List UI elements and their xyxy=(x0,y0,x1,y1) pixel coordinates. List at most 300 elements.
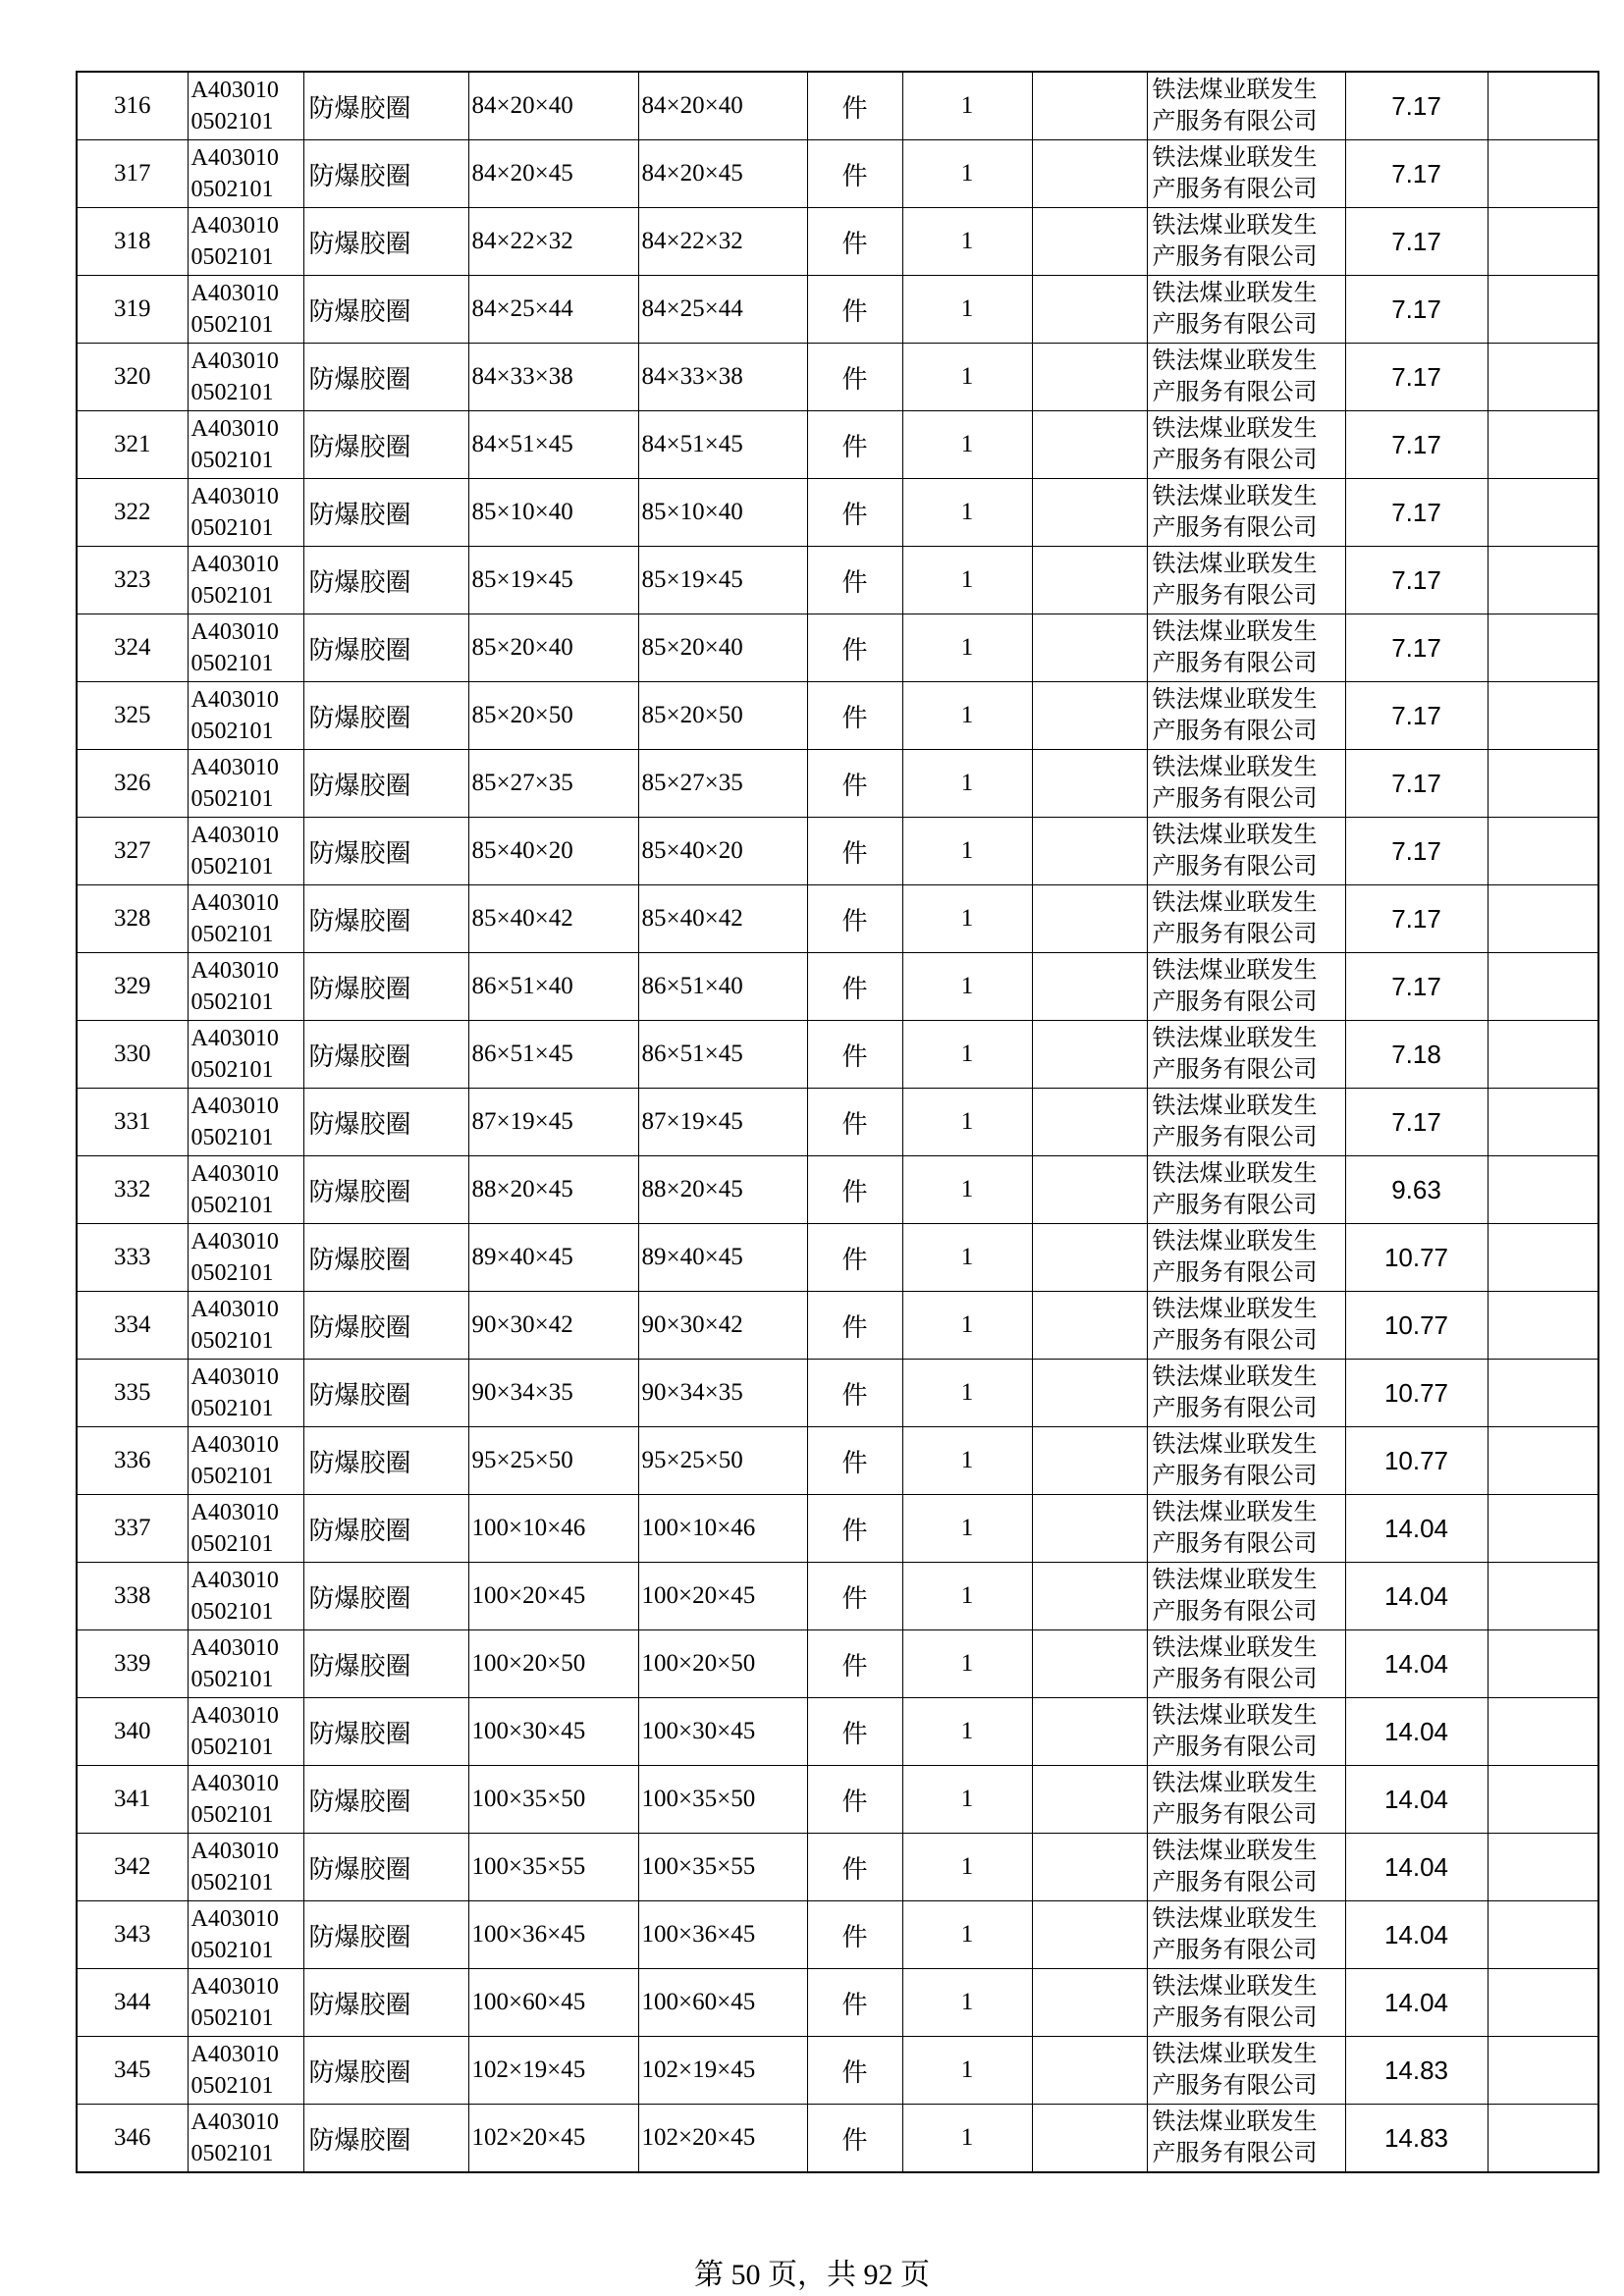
row-number-cell: 343 xyxy=(77,1901,188,1969)
quantity-cell: 1 xyxy=(902,885,1032,953)
material-code-cell xyxy=(188,1969,303,2037)
supplier-cell xyxy=(1147,547,1345,614)
supplier-cell xyxy=(1147,276,1345,344)
supplier-cell-line: 产服务有限公司 xyxy=(1152,1056,1318,1083)
model-cell: 102×20×45 xyxy=(638,2105,807,2173)
price-cell: 7.17 xyxy=(1345,885,1488,953)
material-code-cell-line: 0502101 xyxy=(190,1328,274,1354)
price-cell: 10.77 xyxy=(1345,1224,1488,1292)
material-code-cell-line: A403010 xyxy=(190,1161,279,1187)
material-code-cell-line: A403010 xyxy=(190,213,279,239)
supplier-cell-line: 铁法煤业联发生 xyxy=(1152,1770,1318,1796)
remark-cell xyxy=(1488,1834,1598,1901)
supplier-cell xyxy=(1147,1495,1345,1563)
table-row xyxy=(77,818,1598,885)
unit-cell: 件 xyxy=(807,750,902,818)
row-number-cell: 339 xyxy=(77,1630,188,1698)
material-code-cell xyxy=(188,1766,303,1834)
material-code-cell-line: A403010 xyxy=(190,2109,279,2135)
material-code-cell-line: A403010 xyxy=(190,416,279,442)
material-code-cell xyxy=(188,682,303,750)
model-cell: 85×20×40 xyxy=(638,614,807,682)
item-name-cell: 防爆胶圈 xyxy=(303,411,468,479)
row-number-cell: 344 xyxy=(77,1969,188,2037)
supplier-cell-line: 铁法煤业联发生 xyxy=(1152,1499,1318,1525)
spec-cell: 85×40×20 xyxy=(468,818,638,885)
row-number-cell: 317 xyxy=(77,140,188,208)
model-cell: 85×40×20 xyxy=(638,818,807,885)
material-code-cell xyxy=(188,1563,303,1630)
empty-cell xyxy=(1032,1156,1147,1224)
item-name-cell: 防爆胶圈 xyxy=(303,614,468,682)
model-cell: 85×27×35 xyxy=(638,750,807,818)
supplier-cell-line: 产服务有限公司 xyxy=(1152,311,1318,338)
quantity-cell: 1 xyxy=(902,1021,1032,1089)
material-code-cell xyxy=(188,614,303,682)
material-code-cell-line: A403010 xyxy=(190,145,279,171)
spec-cell: 84×33×38 xyxy=(468,344,638,411)
supplier-cell xyxy=(1147,1021,1345,1089)
row-number-cell: 346 xyxy=(77,2105,188,2173)
supplier-cell-line: 产服务有限公司 xyxy=(1152,1869,1318,1896)
material-code-cell-line: 0502101 xyxy=(190,380,274,405)
spec-cell: 85×20×50 xyxy=(468,682,638,750)
spec-cell: 84×22×32 xyxy=(468,208,638,276)
quantity-cell: 1 xyxy=(902,953,1032,1021)
supplier-cell-line: 铁法煤业联发生 xyxy=(1152,212,1318,239)
price-cell: 14.04 xyxy=(1345,1495,1488,1563)
row-number-cell: 328 xyxy=(77,885,188,953)
material-code-cell-line: A403010 xyxy=(190,1974,279,2000)
price-cell: 14.04 xyxy=(1345,1766,1488,1834)
quantity-cell: 1 xyxy=(902,1224,1032,1292)
model-cell: 87×19×45 xyxy=(638,1089,807,1156)
price-cell: 14.83 xyxy=(1345,2105,1488,2173)
empty-cell xyxy=(1032,479,1147,547)
supplier-cell-line: 铁法煤业联发生 xyxy=(1152,144,1318,171)
spec-cell: 100×20×50 xyxy=(468,1630,638,1698)
remark-cell xyxy=(1488,1630,1598,1698)
material-code-cell-line: A403010 xyxy=(190,552,279,577)
material-code-cell-line: 0502101 xyxy=(190,109,274,134)
supplier-cell-line: 产服务有限公司 xyxy=(1152,1124,1318,1150)
material-code-cell-line: A403010 xyxy=(190,1364,279,1390)
quantity-cell: 1 xyxy=(902,1698,1032,1766)
spec-cell: 85×20×40 xyxy=(468,614,638,682)
unit-cell: 件 xyxy=(807,1563,902,1630)
material-code-cell-line: A403010 xyxy=(190,1703,279,1729)
remark-cell xyxy=(1488,1698,1598,1766)
material-code-cell xyxy=(188,1292,303,1360)
model-cell: 100×10×46 xyxy=(638,1495,807,1563)
model-cell: 84×22×32 xyxy=(638,208,807,276)
row-number-cell: 340 xyxy=(77,1698,188,1766)
price-cell: 14.04 xyxy=(1345,1563,1488,1630)
remark-cell xyxy=(1488,818,1598,885)
supplier-cell-line: 铁法煤业联发生 xyxy=(1152,889,1318,916)
unit-cell: 件 xyxy=(807,1360,902,1427)
price-cell: 7.17 xyxy=(1345,479,1488,547)
table-row xyxy=(77,140,1598,208)
quantity-cell: 1 xyxy=(902,1834,1032,1901)
item-name-cell: 防爆胶圈 xyxy=(303,1089,468,1156)
material-code-cell-line: 0502101 xyxy=(190,312,274,338)
material-code-cell-line: 0502101 xyxy=(190,854,274,880)
supplier-cell-line: 铁法煤业联发生 xyxy=(1152,1634,1318,1661)
supplier-cell-line: 产服务有限公司 xyxy=(1152,1327,1318,1354)
model-cell: 100×35×55 xyxy=(638,1834,807,1901)
material-code-cell-line: 0502101 xyxy=(190,1057,274,1083)
table-row xyxy=(77,547,1598,614)
supplier-cell-line: 产服务有限公司 xyxy=(1152,1530,1318,1557)
model-cell: 85×40×42 xyxy=(638,885,807,953)
table-row xyxy=(77,1292,1598,1360)
unit-cell: 件 xyxy=(807,1834,902,1901)
table-row xyxy=(77,208,1598,276)
supplier-cell xyxy=(1147,750,1345,818)
row-number-cell: 325 xyxy=(77,682,188,750)
table-row xyxy=(77,1563,1598,1630)
empty-cell xyxy=(1032,818,1147,885)
material-code-cell-line: 0502101 xyxy=(190,989,274,1015)
supplier-cell-line: 产服务有限公司 xyxy=(1152,514,1318,541)
supplier-cell-line: 铁法煤业联发生 xyxy=(1152,1093,1318,1119)
empty-cell xyxy=(1032,140,1147,208)
material-code-cell-line: A403010 xyxy=(190,687,279,713)
spec-cell: 100×35×50 xyxy=(468,1766,638,1834)
table-row xyxy=(77,1630,1598,1698)
supplier-cell-line: 铁法煤业联发生 xyxy=(1152,1363,1318,1390)
table-row xyxy=(77,1224,1598,1292)
material-code-cell-line: 0502101 xyxy=(190,1938,274,1963)
table-row xyxy=(77,885,1598,953)
remark-cell xyxy=(1488,885,1598,953)
empty-cell xyxy=(1032,953,1147,1021)
model-cell: 84×51×45 xyxy=(638,411,807,479)
quantity-cell: 1 xyxy=(902,2105,1032,2173)
spec-cell: 85×27×35 xyxy=(468,750,638,818)
quantity-cell: 1 xyxy=(902,479,1032,547)
quantity-cell: 1 xyxy=(902,1089,1032,1156)
material-code-cell-line: A403010 xyxy=(190,1500,279,1525)
row-number-cell: 316 xyxy=(77,72,188,140)
price-cell: 9.63 xyxy=(1345,1156,1488,1224)
row-number-cell: 330 xyxy=(77,1021,188,1089)
empty-cell xyxy=(1032,1292,1147,1360)
supplier-cell-line: 铁法煤业联发生 xyxy=(1152,1025,1318,1051)
remark-cell xyxy=(1488,750,1598,818)
spec-cell: 89×40×45 xyxy=(468,1224,638,1292)
model-cell: 100×60×45 xyxy=(638,1969,807,2037)
remark-cell xyxy=(1488,614,1598,682)
item-name-cell: 防爆胶圈 xyxy=(303,1156,468,1224)
spec-cell: 90×34×35 xyxy=(468,1360,638,1427)
item-name-cell: 防爆胶圈 xyxy=(303,818,468,885)
price-cell: 7.17 xyxy=(1345,276,1488,344)
supplier-cell-line: 产服务有限公司 xyxy=(1152,108,1318,134)
item-name-cell: 防爆胶圈 xyxy=(303,344,468,411)
price-cell: 7.17 xyxy=(1345,547,1488,614)
model-cell: 84×20×45 xyxy=(638,140,807,208)
supplier-cell-line: 产服务有限公司 xyxy=(1152,650,1318,676)
model-cell: 88×20×45 xyxy=(638,1156,807,1224)
material-code-cell-line: 0502101 xyxy=(190,1396,274,1421)
price-cell: 14.04 xyxy=(1345,1630,1488,1698)
spec-cell: 85×19×45 xyxy=(468,547,638,614)
spec-cell: 102×19×45 xyxy=(468,2037,638,2105)
empty-cell xyxy=(1032,750,1147,818)
material-code-cell-line: A403010 xyxy=(190,1839,279,1864)
model-cell: 86×51×45 xyxy=(638,1021,807,1089)
spec-cell: 100×35×55 xyxy=(468,1834,638,1901)
price-cell: 7.17 xyxy=(1345,953,1488,1021)
material-code-cell-line: 0502101 xyxy=(190,786,274,812)
price-cell: 14.83 xyxy=(1345,2037,1488,2105)
quantity-cell: 1 xyxy=(902,682,1032,750)
supplier-cell xyxy=(1147,1089,1345,1156)
supplier-cell-line: 产服务有限公司 xyxy=(1152,2004,1318,2031)
material-code-cell-line: 0502101 xyxy=(190,1125,274,1150)
unit-cell: 件 xyxy=(807,1156,902,1224)
unit-cell: 件 xyxy=(807,1969,902,2037)
unit-cell: 件 xyxy=(807,2037,902,2105)
empty-cell xyxy=(1032,1834,1147,1901)
page-number-footer: 第 50 页，共 92 页 xyxy=(694,2259,930,2291)
spec-cell: 90×30×42 xyxy=(468,1292,638,1360)
material-code-cell-line: 0502101 xyxy=(190,448,274,473)
quantity-cell: 1 xyxy=(902,1766,1032,1834)
unit-cell: 件 xyxy=(807,1224,902,1292)
spec-cell: 86×51×45 xyxy=(468,1021,638,1089)
table-row xyxy=(77,1834,1598,1901)
unit-cell: 件 xyxy=(807,1495,902,1563)
row-number-cell: 323 xyxy=(77,547,188,614)
table-row xyxy=(77,2037,1598,2105)
material-code-cell xyxy=(188,1224,303,1292)
row-number-cell: 326 xyxy=(77,750,188,818)
price-cell: 7.17 xyxy=(1345,72,1488,140)
remark-cell xyxy=(1488,1901,1598,1969)
supplier-cell-line: 产服务有限公司 xyxy=(1152,1801,1318,1828)
remark-cell xyxy=(1488,1156,1598,1224)
model-cell: 90×34×35 xyxy=(638,1360,807,1427)
material-code-cell xyxy=(188,2037,303,2105)
remark-cell xyxy=(1488,479,1598,547)
item-name-cell: 防爆胶圈 xyxy=(303,276,468,344)
item-name-cell: 防爆胶圈 xyxy=(303,1224,468,1292)
supplier-cell xyxy=(1147,1969,1345,2037)
table-row xyxy=(77,1360,1598,1427)
price-cell: 7.17 xyxy=(1345,344,1488,411)
item-name-cell: 防爆胶圈 xyxy=(303,1021,468,1089)
table-row xyxy=(77,1427,1598,1495)
supplier-cell-line: 铁法煤业联发生 xyxy=(1152,1296,1318,1322)
row-number-cell: 337 xyxy=(77,1495,188,1563)
material-code-cell xyxy=(188,750,303,818)
row-number-cell: 327 xyxy=(77,818,188,885)
empty-cell xyxy=(1032,1698,1147,1766)
item-name-cell: 防爆胶圈 xyxy=(303,1563,468,1630)
table-row xyxy=(77,1766,1598,1834)
material-code-cell-line: A403010 xyxy=(190,2042,279,2067)
material-code-cell xyxy=(188,276,303,344)
remark-cell xyxy=(1488,953,1598,1021)
spec-cell: 84×20×40 xyxy=(468,72,638,140)
supplier-cell-line: 铁法煤业联发生 xyxy=(1152,957,1318,984)
empty-cell xyxy=(1032,2105,1147,2173)
row-number-cell: 341 xyxy=(77,1766,188,1834)
supplier-cell xyxy=(1147,411,1345,479)
price-cell: 10.77 xyxy=(1345,1427,1488,1495)
model-cell: 100×20×50 xyxy=(638,1630,807,1698)
unit-cell: 件 xyxy=(807,1292,902,1360)
quantity-cell: 1 xyxy=(902,1427,1032,1495)
item-name-cell: 防爆胶圈 xyxy=(303,547,468,614)
model-cell: 90×30×42 xyxy=(638,1292,807,1360)
supplier-cell-line: 铁法煤业联发生 xyxy=(1152,77,1318,103)
spec-cell: 100×10×46 xyxy=(468,1495,638,1563)
material-code-cell xyxy=(188,1630,303,1698)
supplier-cell-line: 铁法煤业联发生 xyxy=(1152,1702,1318,1729)
row-number-cell: 342 xyxy=(77,1834,188,1901)
model-cell: 85×20×50 xyxy=(638,682,807,750)
spec-cell: 84×20×45 xyxy=(468,140,638,208)
material-code-cell-line: 0502101 xyxy=(190,1464,274,1489)
material-code-cell-line: 0502101 xyxy=(190,719,274,744)
unit-cell: 件 xyxy=(807,276,902,344)
supplier-cell xyxy=(1147,1360,1345,1427)
remark-cell xyxy=(1488,1495,1598,1563)
material-code-cell xyxy=(188,1156,303,1224)
supplier-cell-line: 铁法煤业联发生 xyxy=(1152,822,1318,848)
unit-cell: 件 xyxy=(807,1698,902,1766)
supplier-cell xyxy=(1147,2037,1345,2105)
material-code-cell-line: A403010 xyxy=(190,78,279,103)
row-number-cell: 345 xyxy=(77,2037,188,2105)
supplier-cell xyxy=(1147,1766,1345,1834)
table-row xyxy=(77,411,1598,479)
remark-cell xyxy=(1488,1292,1598,1360)
spec-cell: 100×20×45 xyxy=(468,1563,638,1630)
material-code-cell xyxy=(188,72,303,140)
remark-cell xyxy=(1488,208,1598,276)
supplier-cell-line: 产服务有限公司 xyxy=(1152,1598,1318,1625)
material-code-cell-line: A403010 xyxy=(190,1771,279,1796)
table-row xyxy=(77,953,1598,1021)
remark-cell xyxy=(1488,2037,1598,2105)
table-row xyxy=(77,682,1598,750)
item-name-cell: 防爆胶圈 xyxy=(303,1834,468,1901)
row-number-cell: 321 xyxy=(77,411,188,479)
table-row xyxy=(77,276,1598,344)
price-cell: 14.04 xyxy=(1345,1834,1488,1901)
spec-cell: 100×30×45 xyxy=(468,1698,638,1766)
material-code-cell-line: 0502101 xyxy=(190,177,274,202)
empty-cell xyxy=(1032,344,1147,411)
material-code-cell xyxy=(188,1698,303,1766)
remark-cell xyxy=(1488,1089,1598,1156)
model-cell: 95×25×50 xyxy=(638,1427,807,1495)
material-code-cell-line: A403010 xyxy=(190,1229,279,1255)
supplier-cell-line: 铁法煤业联发生 xyxy=(1152,1160,1318,1187)
remark-cell xyxy=(1488,140,1598,208)
remark-cell xyxy=(1488,2105,1598,2173)
quantity-cell: 1 xyxy=(902,140,1032,208)
supplier-cell-line: 产服务有限公司 xyxy=(1152,243,1318,270)
row-number-cell: 331 xyxy=(77,1089,188,1156)
material-code-cell xyxy=(188,885,303,953)
empty-cell xyxy=(1032,682,1147,750)
material-code-cell xyxy=(188,140,303,208)
quantity-cell: 1 xyxy=(902,72,1032,140)
material-code-cell-line: 0502101 xyxy=(190,2141,274,2166)
unit-cell: 件 xyxy=(807,682,902,750)
empty-cell xyxy=(1032,1360,1147,1427)
unit-cell: 件 xyxy=(807,1089,902,1156)
material-code-cell-line: 0502101 xyxy=(190,1599,274,1625)
remark-cell xyxy=(1488,1021,1598,1089)
table-row xyxy=(77,1495,1598,1563)
material-code-cell-line: 0502101 xyxy=(190,922,274,947)
unit-cell: 件 xyxy=(807,1901,902,1969)
price-cell: 14.04 xyxy=(1345,1901,1488,1969)
material-code-cell-line: A403010 xyxy=(190,1432,279,1458)
spec-cell: 102×20×45 xyxy=(468,2105,638,2173)
quantity-cell: 1 xyxy=(902,344,1032,411)
quantity-cell: 1 xyxy=(902,411,1032,479)
row-number-cell: 318 xyxy=(77,208,188,276)
supplier-cell-line: 铁法煤业联发生 xyxy=(1152,618,1318,645)
material-code-cell xyxy=(188,208,303,276)
row-number-cell: 320 xyxy=(77,344,188,411)
unit-cell: 件 xyxy=(807,72,902,140)
material-code-cell xyxy=(188,479,303,547)
material-code-cell xyxy=(188,1901,303,1969)
material-code-cell xyxy=(188,2105,303,2173)
empty-cell xyxy=(1032,1901,1147,1969)
quantity-cell: 1 xyxy=(902,1630,1032,1698)
supplier-cell-line: 产服务有限公司 xyxy=(1152,582,1318,609)
row-number-cell: 332 xyxy=(77,1156,188,1224)
unit-cell: 件 xyxy=(807,1766,902,1834)
item-name-cell: 防爆胶圈 xyxy=(303,1969,468,2037)
spec-cell: 88×20×45 xyxy=(468,1156,638,1224)
item-name-cell: 防爆胶圈 xyxy=(303,72,468,140)
remark-cell xyxy=(1488,411,1598,479)
supplier-cell-line: 产服务有限公司 xyxy=(1152,1937,1318,1963)
material-code-cell-line: A403010 xyxy=(190,1568,279,1593)
price-cell: 10.77 xyxy=(1345,1360,1488,1427)
supplier-cell xyxy=(1147,140,1345,208)
supplier-cell xyxy=(1147,1292,1345,1360)
remark-cell xyxy=(1488,547,1598,614)
supplier-cell-line: 产服务有限公司 xyxy=(1152,785,1318,812)
empty-cell xyxy=(1032,885,1147,953)
unit-cell: 件 xyxy=(807,208,902,276)
supplier-cell-line: 产服务有限公司 xyxy=(1152,853,1318,880)
material-code-cell xyxy=(188,547,303,614)
supplier-cell-line: 铁法煤业联发生 xyxy=(1152,1431,1318,1458)
supplier-cell-line: 铁法煤业联发生 xyxy=(1152,1228,1318,1255)
item-name-cell: 防爆胶圈 xyxy=(303,1766,468,1834)
remark-cell xyxy=(1488,1563,1598,1630)
material-code-cell xyxy=(188,1834,303,1901)
spec-cell: 84×25×44 xyxy=(468,276,638,344)
item-name-cell: 防爆胶圈 xyxy=(303,953,468,1021)
spec-cell: 86×51×40 xyxy=(468,953,638,1021)
empty-cell xyxy=(1032,1630,1147,1698)
empty-cell xyxy=(1032,1563,1147,1630)
